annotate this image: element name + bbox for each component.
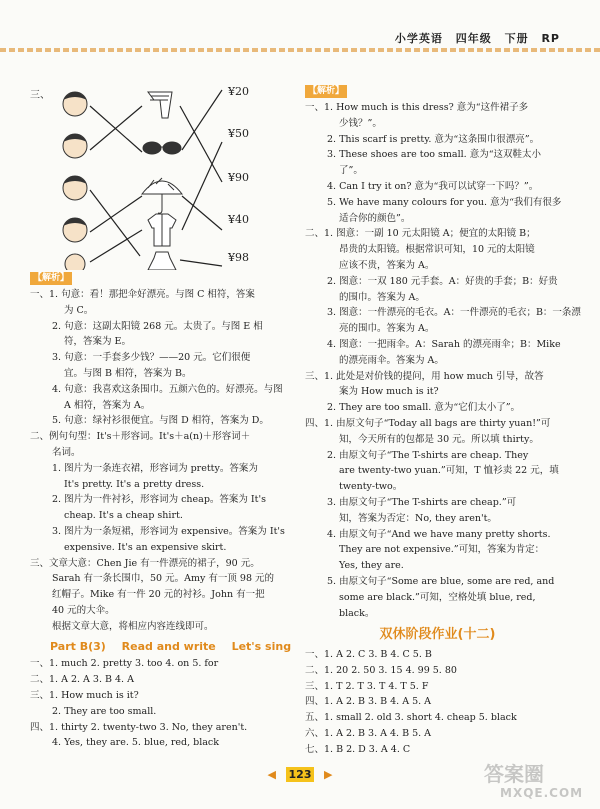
right-analysis bbox=[305, 100, 581, 621]
answer-line: 3. 图意：一件漂亮的毛衣。A：一件漂亮的毛衣；B：一条漂 bbox=[327, 307, 581, 319]
answer-line: 红帽子。Mike 有一件 20 元的衬衫。John 有一把 bbox=[52, 589, 265, 601]
answer-line: 知，答案为否定：No, they aren't。 bbox=[339, 512, 497, 524]
answer-line: 五、1. small 2. old 3. short 4. cheap 5. black bbox=[305, 712, 517, 724]
answer-line: 4. Yes, they are. 5. blue, red, black bbox=[52, 737, 220, 749]
page-number: 123 bbox=[286, 767, 315, 782]
answer-line: 七、1. B 2. D 3. A 4. C bbox=[305, 743, 411, 755]
answer-line: 2. This scarf is pretty. 意为“这条围巾很漂亮”。 bbox=[327, 133, 540, 145]
answer-line: 2. They are too small. 意为“它们太小了”。 bbox=[327, 402, 521, 414]
weekend-answers bbox=[305, 647, 570, 758]
sunglasses-icon bbox=[143, 142, 181, 154]
answer-line: 2. 句意：这副太阳镜 268 元。太贵了。与图 E 相 bbox=[52, 320, 263, 332]
answer-line: 2. 图意：一双 180 元手套。A：好贵的手套；B：好贵 bbox=[327, 275, 558, 287]
answer-line: 少钱？”。 bbox=[339, 117, 382, 129]
answer-line: Sarah 有一条长围巾，50 元。Amy 有一顶 98 元的 bbox=[52, 573, 275, 585]
header-divider bbox=[0, 48, 600, 52]
analysis-tag: 【解析】 bbox=[305, 85, 347, 98]
answer-line: A 相符，答案为 A。 bbox=[64, 399, 151, 411]
answer-line: 3. 图片为一条短裙，形容词为 expensive。答案为 It's bbox=[52, 525, 285, 537]
answer-line: They are not expensive.”可知，答案为肯定： bbox=[339, 544, 545, 556]
part-read-write: Read and write bbox=[121, 639, 216, 653]
answer-line: 四、1. 由原文句子“Today all bags are thirty yuan!”可 bbox=[305, 417, 551, 429]
watermark-text: 答案圈 bbox=[484, 762, 544, 786]
answer-line: 3. 由原文句子“The T-shirts are cheap.”可 bbox=[327, 496, 517, 508]
watermark-url: MXQE.COM bbox=[500, 786, 584, 800]
answer-line: 5. 句意：绿衬衫很便宜。与图 D 相符，答案为 D。 bbox=[52, 415, 269, 427]
part-sing: Let's sing bbox=[231, 639, 292, 653]
answer-line: 知，今天所有的包都是 30 元。所以填 thirty。 bbox=[339, 433, 539, 445]
section-number: 三、 bbox=[30, 90, 50, 101]
answer-line: 为 C。 bbox=[64, 304, 94, 316]
answer-line: 适合你的颜色”。 bbox=[339, 212, 411, 224]
answer-line: 40 元的大伞。 bbox=[52, 604, 115, 616]
answer-line: It's pretty. It's a pretty dress. bbox=[64, 478, 205, 490]
answer-line: 亮的围巾。答案为 A。 bbox=[339, 323, 435, 335]
answer-line: 4. 句意：我喜欢这条围巾。五颜六色的。好漂亮。与图 bbox=[52, 383, 283, 395]
answer-line: 4. 图意：一把雨伞。A：Sarah 的漂亮雨伞；B：Mike bbox=[327, 338, 561, 350]
answer-line: 应该不贵，答案为 A。 bbox=[339, 259, 435, 271]
prev-arrow-icon: ◀ bbox=[267, 768, 277, 781]
answer-line: expensive. It's an expensive skirt. bbox=[64, 541, 227, 553]
analysis-tag: 【解析】 bbox=[30, 272, 72, 285]
answer-line: 2. 由原文句子“The T-shirts are cheap. They bbox=[327, 449, 529, 461]
answer-line: black。 bbox=[339, 607, 375, 619]
answer-line: 一、1. much 2. pretty 3. too 4. on 5. for bbox=[30, 658, 219, 670]
page-header bbox=[0, 0, 600, 52]
answer-line: 2. 图片为一件衬衫，形容词为 cheap。答案为 It's bbox=[52, 494, 266, 506]
answer-line: 一、1. A 2. C 3. B 4. C 5. B bbox=[305, 649, 432, 661]
answer-line: 一、1. 句意：看！那把伞好漂亮。与图 C 相符，答案 bbox=[30, 289, 255, 300]
answer-line: 三、1. T 2. T 3. T 4. T 5. F bbox=[305, 680, 429, 692]
answer-line: 1. 图片为一条连衣裙，形容词为 pretty。答案为 bbox=[52, 462, 258, 474]
part-title bbox=[50, 639, 292, 655]
price-label: ¥98 bbox=[228, 251, 249, 264]
answer-line: 三、1. 此处是对价钱的提问，用 how much 引导，故答 bbox=[305, 370, 544, 382]
answer-line: 的漂亮雨伞。答案为 A。 bbox=[339, 354, 444, 366]
answer-line: 一、1. How much is this dress? 意为“这件裙子多 bbox=[305, 102, 529, 113]
price-label: ¥40 bbox=[228, 213, 249, 226]
price-label: ¥20 bbox=[228, 85, 249, 98]
part-answers bbox=[30, 656, 292, 751]
price-label: ¥50 bbox=[228, 127, 249, 140]
next-arrow-icon: ▶ bbox=[323, 768, 333, 781]
umbrella-icon bbox=[142, 178, 182, 213]
answer-line: 4. 由原文句子“And we have many pretty shorts. bbox=[327, 528, 551, 540]
answer-line: 了”。 bbox=[339, 165, 363, 177]
answer-line: are twenty-two yuan.”可知，T 恤衫卖 22 元，填 bbox=[339, 465, 559, 477]
header-labels bbox=[387, 30, 560, 46]
left-analysis bbox=[30, 287, 292, 635]
answer-line: 宜。与图 B 相符，答案为 B。 bbox=[64, 367, 192, 379]
answer-line: 四、1. thirty 2. twenty-two 3. No, they aren't. bbox=[30, 721, 248, 733]
answer-line: 名词。 bbox=[52, 446, 81, 458]
answer-line: 四、1. A 2. B 3. B 4. A 5. A bbox=[305, 696, 432, 708]
header-subject: 小学英语 bbox=[394, 32, 443, 45]
weekend-homework-title: 双休阶段作业(十二) bbox=[379, 627, 496, 643]
answer-line: 三、1. How much is it? bbox=[30, 689, 139, 701]
header-volume: 下册 bbox=[504, 32, 529, 45]
answer-line: 三、文章大意：Chen Jie 有一件漂亮的裙子，90 元。 bbox=[30, 557, 260, 569]
part-label: Part B(3) bbox=[50, 639, 106, 653]
jacket-icon bbox=[148, 214, 176, 246]
answer-line: 符，答案为 E。 bbox=[64, 336, 131, 348]
price-label: ¥90 bbox=[228, 171, 249, 184]
answer-line: 六、1. A 2. B 3. A 4. B 5. A bbox=[305, 728, 432, 740]
right-column bbox=[305, 83, 581, 758]
answer-line: 案为 How much is it? bbox=[339, 386, 439, 398]
answer-line: some are black.”可知，空格处填 blue, red, bbox=[339, 591, 536, 603]
answer-line: 根据文章大意，将相应内容连线即可。 bbox=[52, 620, 214, 632]
answer-line: 5. We have many colours for you. 意为“我们有很多 bbox=[327, 196, 562, 208]
left-column bbox=[30, 70, 292, 751]
answer-line: 3. These shoes are too small. 意为“这双鞋太小 bbox=[327, 149, 542, 161]
watermark-logo bbox=[474, 758, 594, 804]
answer-line: 二、例句句型：It's＋形容词。It's＋a(n)＋形容词＋ bbox=[30, 431, 251, 443]
answer-line: 3. 句意：一手套多少钱？——20 元。它们很便 bbox=[52, 352, 251, 364]
answer-line: 2. They are too small. bbox=[52, 705, 157, 717]
dress-icon bbox=[148, 252, 176, 270]
answer-line: 二、1. A 2. A 3. B 4. A bbox=[30, 674, 134, 686]
scarf-icon bbox=[148, 92, 172, 118]
matching-illustration bbox=[30, 70, 292, 270]
picture-matching-exercise bbox=[30, 70, 292, 270]
answer-line: 二、1. 图意：一副 10 元太阳镜 A；便宜的太阳镜 B； bbox=[305, 228, 536, 240]
answer-line: 5. 由原文句子“Some are blue, some are red, and bbox=[327, 575, 555, 587]
answer-line: 二、1. 20 2. 50 3. 15 4. 99 5. 80 bbox=[305, 664, 457, 676]
answer-line: twenty-two。 bbox=[339, 481, 403, 493]
answer-line: 4. Can I try it on? 意为“我可以试穿一下吗？”。 bbox=[327, 180, 539, 192]
answer-line: 的围巾。答案为 A。 bbox=[339, 291, 425, 303]
answer-line: Yes, they are. bbox=[339, 560, 404, 572]
answer-line: 昂贵的太阳镜。根据常识可知，10 元的太阳镜 bbox=[339, 244, 535, 256]
answer-line: cheap. It's a cheap shirt. bbox=[64, 510, 183, 522]
header-grade: 四年级 bbox=[455, 32, 492, 45]
header-edition: RP bbox=[541, 32, 560, 45]
